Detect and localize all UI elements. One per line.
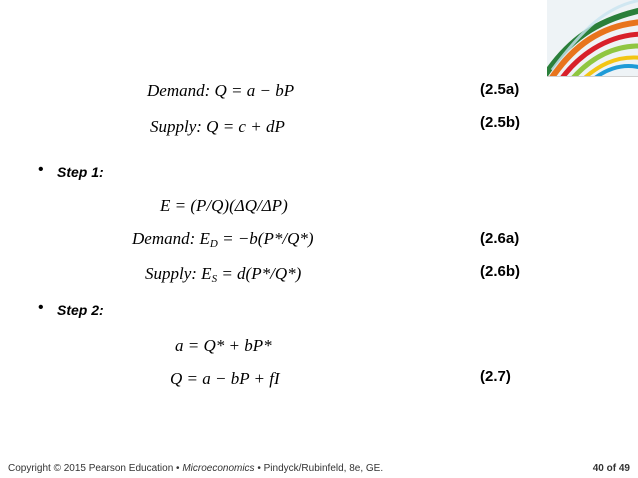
supply-elasticity-subscript: S [211,273,218,285]
bullet-step-1: • [38,161,44,178]
equation-number-2-5a: (2.5a) [480,81,520,98]
demand-elasticity-rest: = −b(P*/Q*) [217,229,314,248]
footer-book-title: Microeconomics [182,463,255,474]
demand-elasticity-equation [132,229,314,254]
demand-elasticity-subscript: D [209,238,218,250]
colorful-strands-icon [547,0,638,76]
footer-copyright-text: Copyright © 2015 Pearson Education • [8,463,183,474]
equation-number-2-7: (2.7) [480,368,511,385]
supply-elasticity-rest: = d(P*/Q*) [217,264,302,283]
bullet-step-2: • [38,299,44,316]
equation-number-2-6b: (2.6b) [480,263,521,280]
step-1-label: Step 1: [57,164,104,180]
supply-elasticity-equation [145,264,301,289]
demand-elasticity-prefix: Demand: E [132,229,210,248]
elasticity-equation: E = (P/Q)(ΔQ/ΔP) [160,196,288,215]
footer-authors: • Pindyck/Rubinfeld, 8e, GE. [254,463,384,474]
decorative-corner-image [547,0,638,77]
page-number: 40 of 49 [592,463,630,474]
step-2-label: Step 2: [57,302,104,318]
footer-copyright [8,463,630,475]
supply-elasticity-prefix: Supply: E [145,264,212,283]
equation-number-2-5b: (2.5b) [480,114,521,131]
equation-number-2-6a: (2.6a) [480,230,520,247]
intercept-equation: a = Q* + bP* [175,336,272,355]
demand-equation: Demand: Q = a − bP [147,81,295,100]
supply-equation: Supply: Q = c + dP [150,117,285,136]
income-demand-equation: Q = a − bP + fI [170,369,280,388]
